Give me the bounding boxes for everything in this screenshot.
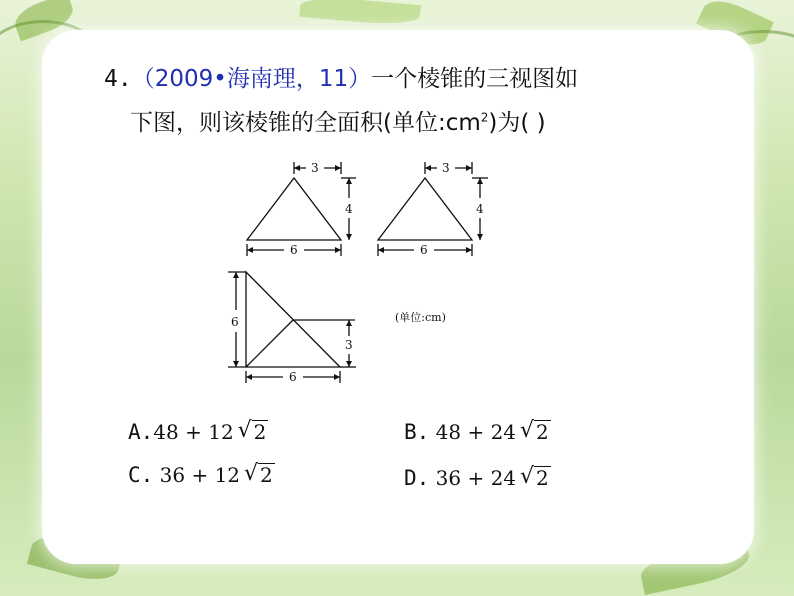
- option-b-value: 48 + 24: [435, 420, 517, 444]
- side-base-label: 6: [420, 243, 428, 257]
- option-c-radicand: 2: [260, 463, 273, 487]
- front-height-label: 4: [345, 202, 353, 216]
- source-dot: •: [213, 66, 227, 92]
- option-c-value: 36 + 12: [159, 463, 241, 487]
- side-view: [378, 162, 488, 256]
- option-b[interactable]: [404, 420, 551, 444]
- question-number: 4.: [104, 66, 132, 92]
- option-a-radicand: 2: [253, 420, 267, 444]
- front-width-label: 3: [311, 161, 319, 175]
- question-text-1: 一个棱锥的三视图如: [371, 66, 579, 92]
- side-width-label: 3: [442, 161, 450, 175]
- option-b-radicand: 2: [536, 420, 549, 444]
- option-a-value: 48 + 12: [153, 420, 234, 444]
- source-open-paren: （: [131, 66, 155, 92]
- option-a[interactable]: [128, 420, 268, 444]
- sqrt-symbol: √ 2: [244, 461, 273, 487]
- top-base-label: 6: [289, 370, 297, 384]
- sqrt-symbol: √ 2: [520, 464, 549, 490]
- source-year: 2009: [154, 66, 214, 92]
- source-close-paren: ）: [348, 66, 372, 92]
- option-d-letter: D.: [404, 466, 430, 490]
- question-text-2-end: )为( ): [488, 110, 546, 136]
- option-a-letter: A.: [128, 420, 154, 444]
- top-view: [228, 272, 356, 383]
- front-view: [247, 162, 356, 256]
- unit-superscript: 2: [480, 110, 489, 125]
- source-name: 海南理，: [226, 66, 319, 92]
- option-d[interactable]: [404, 466, 551, 490]
- unit-note: (单位:cm): [395, 311, 446, 324]
- option-d-value: 36 + 24: [435, 466, 517, 490]
- option-c[interactable]: [128, 463, 275, 487]
- dimension-arrows: [233, 165, 483, 380]
- question-text-2: 下图，则该棱锥的全面积(单位:cm: [130, 110, 481, 136]
- source-number: 11: [318, 66, 349, 92]
- sqrt-symbol: √ 2: [520, 418, 549, 444]
- top-offset-label: 3: [345, 338, 353, 352]
- option-d-radicand: 2: [536, 466, 549, 490]
- option-c-letter: C.: [128, 463, 154, 487]
- side-height-label: 4: [476, 202, 484, 216]
- top-height-label: 6: [231, 315, 239, 329]
- front-base-label: 6: [290, 243, 298, 257]
- sqrt-symbol: √ 2: [237, 418, 267, 444]
- option-b-letter: B.: [404, 420, 430, 444]
